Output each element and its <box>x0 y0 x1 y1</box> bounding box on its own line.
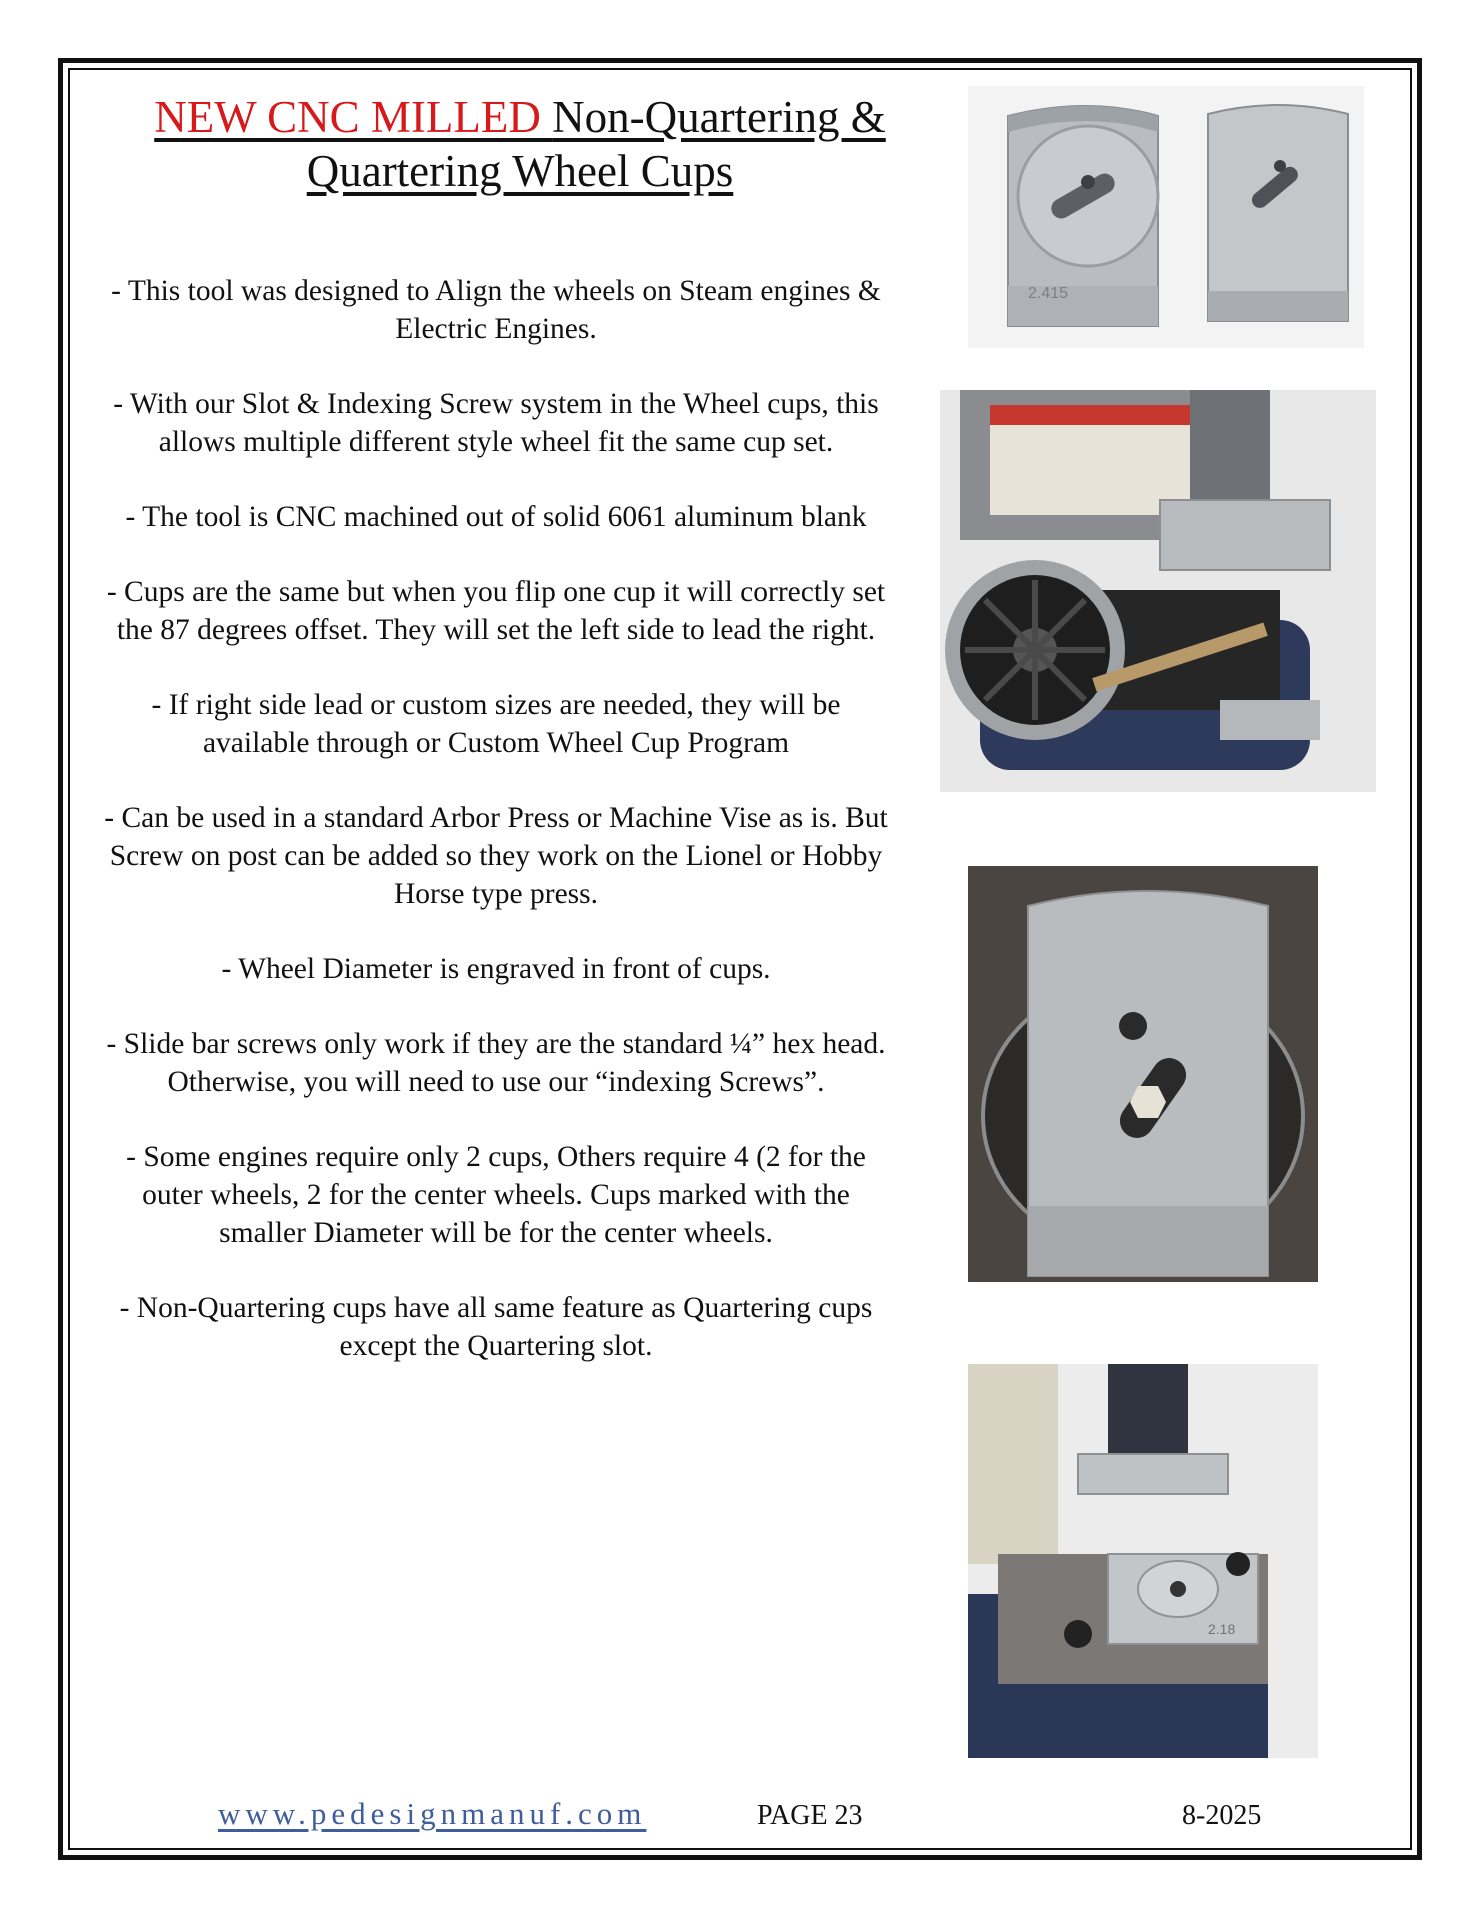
photo-cup-on-press <box>968 1364 1318 1758</box>
paragraph-cup-count: - Some engines require only 2 cups, Others require 4 (2 for the outer wheels, 2 for the center wheels. Cups marked with the smaller Diameter will be for the center wheels. <box>126 1141 866 1249</box>
photo-locomotive-press <box>940 390 1376 792</box>
revision-date: 8-2025 <box>1182 1800 1262 1831</box>
paragraph-slot-system: - With our Slot & Indexing Screw system in the Wheel cups, this allows multiple different style wheel fit the same cup set. <box>113 388 879 458</box>
photo-cup-slot <box>968 866 1318 1282</box>
title-highlight: NEW CNC MILLED <box>154 92 553 142</box>
paragraph-offset: - Cups are the same but when you flip one cup it will correctly set the 87 degrees offset. They will set the left side to lead the right. <box>106 576 886 646</box>
paragraph-screws: - Slide bar screws only work if they are the standard ¼” hex head. Otherwise, you will need to use our “indexing Screws”. <box>106 1028 886 1098</box>
paragraph-engraving: - Wheel Diameter is engraved in front of cups. <box>221 953 771 985</box>
cup-engraving-label: 2.415 <box>1028 285 1069 302</box>
paragraph-custom: - If right side lead or custom sizes are needed, they will be available through or Custom Wheel Cup Program <box>151 689 841 759</box>
paragraph-non-quartering: - Non-Quartering cups have all same feature as Quartering cups except the Quartering slot. <box>119 1292 873 1362</box>
description-text <box>96 272 896 1402</box>
website-link[interactable]: www.pedesignmanuf.com <box>218 1796 647 1831</box>
title-line-2: Quartering Wheel Cups <box>306 146 734 196</box>
paragraph-align: - This tool was designed to Align the wheels on Steam engines & Electric Engines. <box>111 275 881 345</box>
paragraph-press: - Can be used in a standard Arbor Press or Machine Vise as is. But Screw on post can be added so they work on the Lionel or Hobby Horse type press. <box>104 802 888 910</box>
page-title <box>100 90 940 198</box>
press-cup-engraving-label: 2.18 <box>1208 1621 1236 1637</box>
photo-two-cups <box>968 86 1364 348</box>
title-line-1: Non-Quartering & <box>552 92 886 142</box>
paragraph-material: - The tool is CNC machined out of solid 6061 aluminum blank <box>125 501 867 533</box>
page-number: PAGE 23 <box>757 1800 863 1831</box>
